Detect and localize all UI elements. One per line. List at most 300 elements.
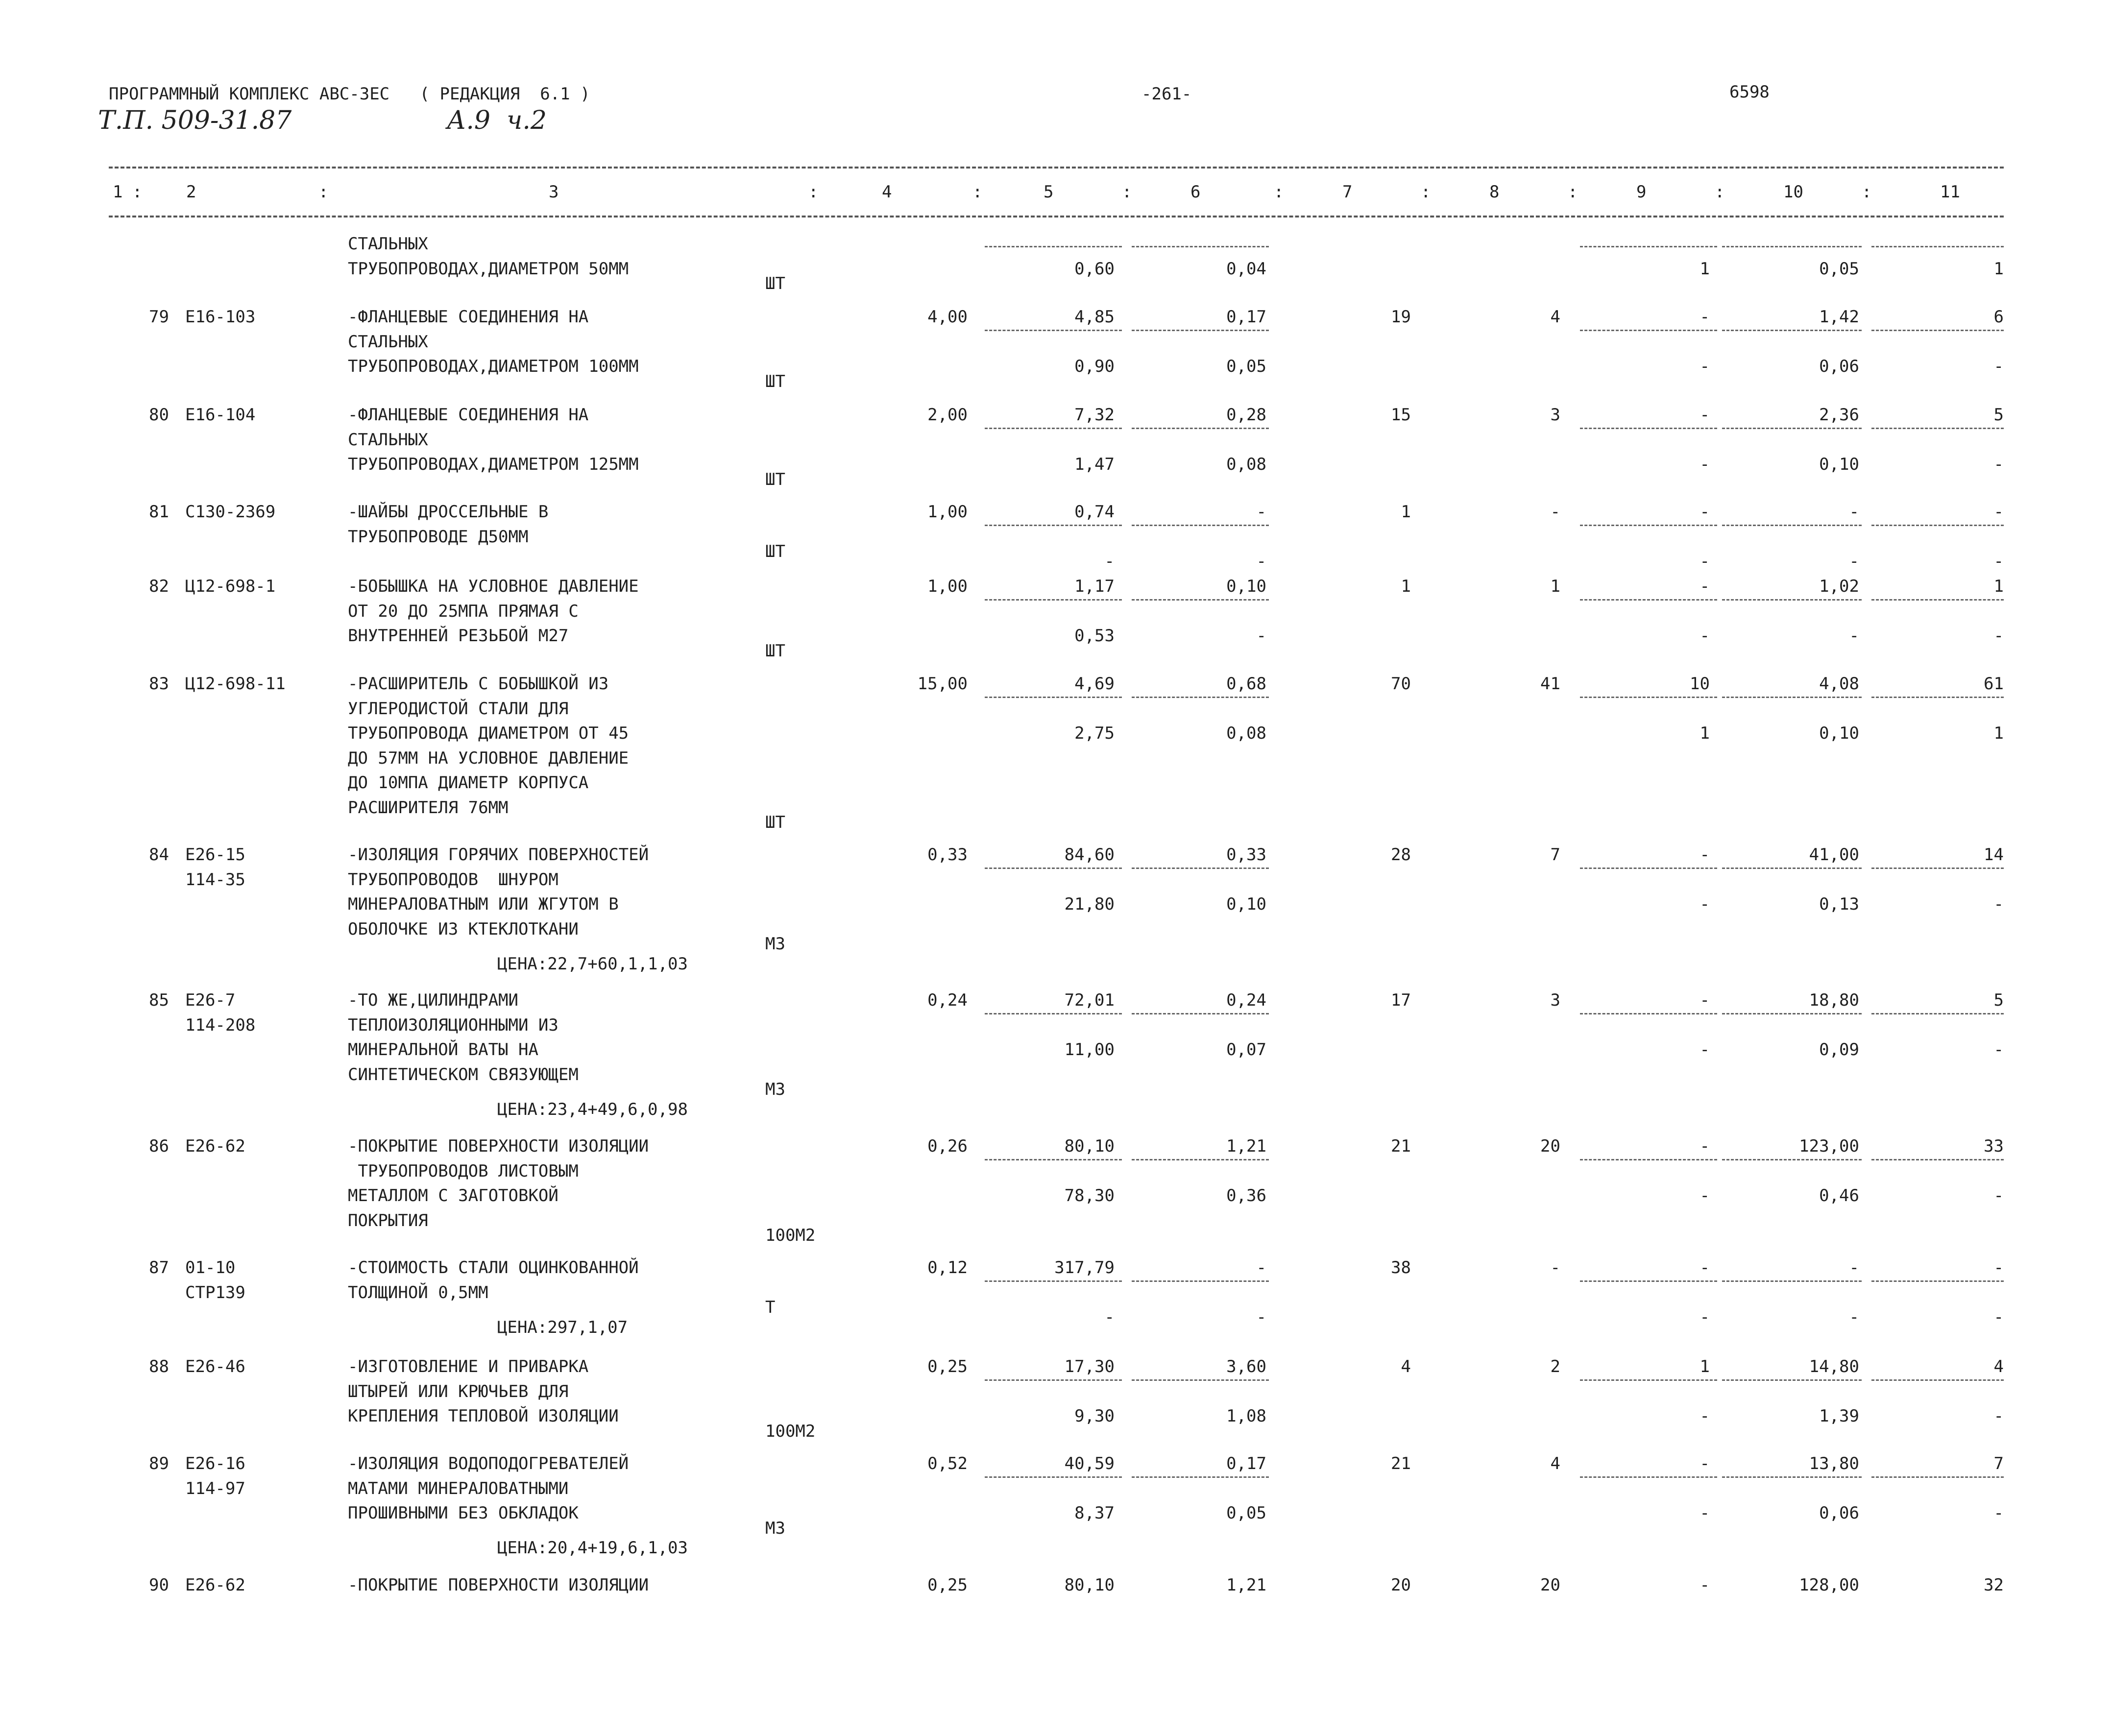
cell-c11: 1: [1993, 577, 2004, 596]
column-separator: :: [1862, 182, 1872, 202]
cell-divider-rule: [1132, 428, 1269, 429]
row-description: -ИЗОЛЯЦИЯ ВОДОПОДОГРЕВАТЕЛЕЙ: [348, 1454, 629, 1473]
row-number: 82: [149, 577, 169, 596]
row-code: Е26-7: [185, 990, 236, 1010]
row-description: СТАЛЬНЫХ: [348, 332, 428, 352]
cell-c9: -: [1699, 577, 1710, 596]
cell-c10-lower: 0,46: [1819, 1186, 1859, 1206]
cell-c5-lower: 78,30: [1064, 1186, 1115, 1206]
cell-c5-lower: 9,30: [1074, 1406, 1115, 1426]
cell-c6: 0,68: [1226, 674, 1266, 694]
cell-c10: 41,00: [1809, 845, 1859, 865]
column-header-11: 11: [1940, 182, 1960, 202]
row-description: ДО 57ММ НА УСЛОВНОЕ ДАВЛЕНИЕ: [348, 748, 629, 768]
row-code: С130-2369: [185, 502, 276, 522]
cell-c9-lower: -: [1699, 1307, 1710, 1327]
row-description: ТРУБОПРОВОДА ДИАМЕТРОМ ОТ 45: [348, 723, 629, 743]
cell-divider-rule: [1722, 1013, 1862, 1014]
cell-c5-lower: 21,80: [1064, 894, 1115, 914]
cell-c10: 128,00: [1799, 1575, 1859, 1595]
cell-c4: 0,26: [927, 1136, 968, 1156]
cell-c11-lower: -: [1993, 894, 2004, 914]
cell-c10: -: [1849, 502, 1859, 522]
cell-divider-rule: [985, 1159, 1122, 1160]
row-description: МИНЕРАЛОВАТНЫМ ИЛИ ЖГУТОМ В: [348, 894, 619, 914]
cell-c8: 4: [1550, 1454, 1560, 1473]
row-description: УГЛЕРОДИСТОЙ СТАЛИ ДЛЯ: [348, 699, 569, 719]
cell-c5: 80,10: [1064, 1136, 1115, 1156]
row-description: ВНУТРЕННЕЙ РЕЗЬБОЙ М27: [348, 626, 569, 646]
row-number: 89: [149, 1454, 169, 1473]
cell-c11: 5: [1993, 990, 2004, 1010]
cell-c4: 0,12: [927, 1258, 968, 1278]
row-number: 86: [149, 1136, 169, 1156]
column-header-10: 10: [1783, 182, 1803, 202]
row-unit: М3: [765, 1518, 785, 1538]
cell-c9: 10: [1690, 674, 1710, 694]
column-header-3: 3: [549, 182, 559, 202]
row-code: Е26-15: [185, 845, 245, 865]
cell-divider-rule: [1871, 330, 2004, 331]
column-header-7: 7: [1342, 182, 1353, 202]
row-description: ПОКРЫТИЯ: [348, 1210, 428, 1230]
cell-divider-rule: [1871, 599, 2004, 601]
row-number: 79: [149, 307, 169, 327]
cell-c10-lower: 1,39: [1819, 1406, 1859, 1426]
cell-c8: -: [1550, 1258, 1560, 1278]
cell-c5-lower: 0,60: [1074, 259, 1115, 279]
cell-c6: 0,24: [1226, 990, 1266, 1010]
cell-c9: -: [1699, 502, 1710, 522]
row-price-note: ЦЕНА:22,7+60,1,1,03: [497, 954, 688, 974]
cell-divider-rule: [985, 1280, 1122, 1282]
cell-c8: 41: [1540, 674, 1560, 694]
row-description: СТАЛЬНЫХ: [348, 234, 428, 254]
cell-divider-rule: [1580, 697, 1717, 698]
cell-c9: -: [1699, 1258, 1710, 1278]
cell-divider-rule: [1580, 330, 1717, 331]
cell-divider-rule: [1722, 1476, 1862, 1478]
cell-c10-lower: 0,06: [1819, 357, 1859, 376]
row-unit: 100М2: [765, 1226, 816, 1245]
cell-divider-rule: [985, 1013, 1122, 1014]
cell-c11: 7: [1993, 1454, 2004, 1473]
column-separator: :: [972, 182, 983, 202]
cell-c10: -: [1849, 1258, 1859, 1278]
row-code: 01-10: [185, 1258, 236, 1278]
cell-c6: 0,33: [1226, 845, 1266, 865]
cell-c10: 18,80: [1809, 990, 1859, 1010]
cell-divider-rule: [1871, 246, 2004, 247]
cell-c5: 72,01: [1064, 990, 1115, 1010]
cell-c11: 14: [1984, 845, 2004, 865]
cell-c4: 1,00: [927, 577, 968, 596]
page-number: -261-: [1141, 84, 1192, 104]
cell-c11: 61: [1984, 674, 2004, 694]
cell-c8: 20: [1540, 1575, 1560, 1595]
row-code: 114-208: [185, 1015, 256, 1035]
cell-c11: 32: [1984, 1575, 2004, 1595]
cell-c5: 84,60: [1064, 845, 1115, 865]
cell-divider-rule: [1871, 1476, 2004, 1478]
cell-c6-lower: 0,08: [1226, 723, 1266, 743]
cell-divider-rule: [1580, 1280, 1717, 1282]
cell-c6-lower: 0,36: [1226, 1186, 1266, 1206]
row-description: СИНТЕТИЧЕСКОМ СВЯЗУЮЩЕМ: [348, 1064, 579, 1085]
cell-c9-lower: -: [1699, 1406, 1710, 1426]
cell-divider-rule: [1722, 330, 1862, 331]
cell-divider-rule: [1871, 1013, 2004, 1014]
cell-c8: 2: [1550, 1357, 1560, 1376]
cell-c5-lower: 0,53: [1074, 626, 1115, 646]
cell-c7: 15: [1391, 405, 1411, 425]
cell-c6-lower: 1,08: [1226, 1406, 1266, 1426]
cell-c11: 5: [1993, 405, 2004, 425]
row-description: СТАЛЬНЫХ: [348, 430, 428, 450]
cell-c6-lower: -: [1256, 552, 1266, 571]
cell-divider-rule: [1580, 1013, 1717, 1014]
cell-divider-rule: [1580, 525, 1717, 526]
cell-divider-rule: [985, 330, 1122, 331]
cell-c9-lower: -: [1699, 1040, 1710, 1060]
cell-c10-lower: 0,05: [1819, 259, 1859, 279]
cell-c4: 4,00: [927, 307, 968, 327]
cell-divider-rule: [1871, 1379, 2004, 1381]
cell-c9: -: [1699, 405, 1710, 425]
cell-divider-rule: [1132, 1379, 1269, 1381]
cell-divider-rule: [1722, 1379, 1862, 1381]
cell-c11: 6: [1993, 307, 2004, 327]
cell-c6-lower: 0,07: [1226, 1040, 1266, 1060]
cell-divider-rule: [985, 1379, 1122, 1381]
row-code: Е26-62: [185, 1136, 245, 1156]
cell-divider-rule: [1722, 1280, 1862, 1282]
cell-divider-rule: [985, 246, 1122, 247]
row-unit: ШТ: [765, 813, 785, 832]
column-header-9: 9: [1636, 182, 1647, 202]
cell-c9: -: [1699, 307, 1710, 327]
cell-divider-rule: [1132, 868, 1269, 869]
cell-divider-rule: [985, 868, 1122, 869]
row-description: -ФЛАНЦЕВЫЕ СОЕДИНЕНИЯ НА: [348, 307, 589, 327]
row-description: ОТ 20 ДО 25МПА ПРЯМАЯ С: [348, 601, 579, 621]
row-description: ПРОШИВНЫМИ БЕЗ ОБКЛАДОК: [348, 1503, 579, 1523]
cell-c8: 3: [1550, 405, 1560, 425]
cell-divider-rule: [1871, 428, 2004, 429]
cell-c7: 20: [1391, 1575, 1411, 1595]
cell-c9-lower: -: [1699, 552, 1710, 571]
row-description: МИНЕРАЛЬНОЙ ВАТЫ НА: [348, 1040, 538, 1060]
row-description: ТОЛЩИНОЙ 0,5ММ: [348, 1282, 488, 1302]
cell-c9: -: [1699, 845, 1710, 865]
cell-c5: 7,32: [1074, 405, 1115, 425]
cell-c5-lower: -: [1104, 1307, 1115, 1327]
cell-c9-lower: -: [1699, 1186, 1710, 1206]
column-header-2: 2: [186, 182, 196, 202]
cell-c7: 21: [1391, 1454, 1411, 1473]
row-description: -СТОИМОСТЬ СТАЛИ ОЦИНКОВАННОЙ: [348, 1258, 639, 1278]
cell-c11-lower: -: [1993, 552, 2004, 571]
cell-c4: 0,24: [927, 990, 968, 1010]
cell-c10: 1,42: [1819, 307, 1859, 327]
cell-divider-rule: [1871, 868, 2004, 869]
cell-c5: 17,30: [1064, 1357, 1115, 1376]
cell-c10-lower: 0,10: [1819, 723, 1859, 743]
cell-divider-rule: [1580, 246, 1717, 247]
cell-c5: 40,59: [1064, 1454, 1115, 1473]
column-separator: :: [1568, 182, 1578, 202]
cell-divider-rule: [1580, 599, 1717, 601]
column-header-5: 5: [1044, 182, 1054, 202]
column-separator: :: [1122, 182, 1132, 202]
row-code: Е26-16: [185, 1454, 245, 1473]
cell-c9-lower: -: [1699, 357, 1710, 376]
cell-divider-rule: [1580, 1379, 1717, 1381]
cell-divider-rule: [985, 1476, 1122, 1478]
row-description: ТРУБОПРОВОДАХ,ДИАМЕТРОМ 125ММ: [348, 455, 639, 474]
row-number: 83: [149, 674, 169, 694]
cell-c11-lower: -: [1993, 1040, 2004, 1060]
column-separator: :: [132, 182, 143, 202]
cell-divider-rule: [1722, 525, 1862, 526]
column-separator: :: [808, 182, 819, 202]
cell-c6-lower: 0,05: [1226, 357, 1266, 376]
cell-c7: 21: [1391, 1136, 1411, 1156]
cell-c10: 13,80: [1809, 1454, 1859, 1473]
cell-c9-lower: -: [1699, 455, 1710, 474]
cell-c6: 0,17: [1226, 307, 1266, 327]
cell-c8: 7: [1550, 845, 1560, 865]
cell-c6: 0,28: [1226, 405, 1266, 425]
cell-c11-lower: -: [1993, 357, 2004, 376]
row-code: Е16-103: [185, 307, 256, 327]
cell-divider-rule: [1132, 697, 1269, 698]
cell-c11-lower: -: [1993, 1503, 2004, 1523]
cell-c9-lower: -: [1699, 894, 1710, 914]
cell-c7: 1: [1401, 502, 1411, 522]
handwritten-volume: А.9 ч.2: [447, 106, 547, 135]
row-description: -ТО ЖЕ,ЦИЛИНДРАМИ: [348, 990, 518, 1010]
row-unit: ШТ: [765, 641, 785, 661]
cell-divider-rule: [985, 428, 1122, 429]
cell-c9: -: [1699, 1136, 1710, 1156]
cell-divider-rule: [1132, 599, 1269, 601]
row-number: 81: [149, 502, 169, 522]
row-description: ОБОЛОЧКЕ ИЗ КТЕКЛОТКАНИ: [348, 919, 579, 939]
row-description: -ПОКРЫТИЕ ПОВЕРХНОСТИ ИЗОЛЯЦИИ: [348, 1136, 649, 1156]
row-code: Е16-104: [185, 405, 256, 425]
row-price-note: ЦЕНА:297,1,07: [497, 1317, 628, 1337]
cell-divider-rule: [1722, 246, 1862, 247]
row-description: РАСШИРИТЕЛЯ 76ММ: [348, 797, 509, 818]
cell-c4: 15,00: [917, 674, 968, 694]
cell-c6-lower: 0,05: [1226, 1503, 1266, 1523]
cell-c10-lower: 0,13: [1819, 894, 1859, 914]
cell-c6-lower: 0,08: [1226, 455, 1266, 474]
cell-c5-lower: 11,00: [1064, 1040, 1115, 1060]
cell-c6: 1,21: [1226, 1575, 1266, 1595]
column-separator: :: [1715, 182, 1725, 202]
cell-divider-rule: [1580, 868, 1717, 869]
cell-c6: 0,10: [1226, 577, 1266, 596]
cell-c10-lower: -: [1849, 552, 1859, 571]
cell-divider-rule: [1722, 599, 1862, 601]
row-code: Ц12-698-11: [185, 674, 286, 694]
cell-divider-rule: [1722, 868, 1862, 869]
cell-c7: 1: [1401, 577, 1411, 596]
cell-c7: 19: [1391, 307, 1411, 327]
cell-c10-lower: 0,10: [1819, 455, 1859, 474]
row-code: 114-97: [185, 1478, 245, 1498]
cell-c6-lower: 0,10: [1226, 894, 1266, 914]
cell-c4: 2,00: [927, 405, 968, 425]
cell-c9-lower: 1: [1699, 259, 1710, 279]
cell-c8: 3: [1550, 990, 1560, 1010]
cell-c4: 0,25: [927, 1575, 968, 1595]
row-code: Е26-62: [185, 1575, 245, 1595]
cell-c9-lower: -: [1699, 626, 1710, 646]
cell-c10-lower: 0,06: [1819, 1503, 1859, 1523]
cell-divider-rule: [1580, 1159, 1717, 1160]
cell-divider-rule: [1580, 428, 1717, 429]
row-number: 87: [149, 1258, 169, 1278]
cell-c4: 0,33: [927, 845, 968, 865]
cell-c4: 1,00: [927, 502, 968, 522]
cell-divider-rule: [1722, 697, 1862, 698]
cell-c11-lower: -: [1993, 626, 2004, 646]
row-number: 84: [149, 845, 169, 865]
cell-c11-lower: 1: [1993, 259, 2004, 279]
cell-c11-lower: -: [1993, 1307, 2004, 1327]
cell-divider-rule: [1132, 1280, 1269, 1282]
column-header-4: 4: [882, 182, 892, 202]
cell-c10: 2,36: [1819, 405, 1859, 425]
row-description: -ФЛАНЦЕВЫЕ СОЕДИНЕНИЯ НА: [348, 405, 589, 425]
column-header-8: 8: [1489, 182, 1500, 202]
row-unit: 100М2: [765, 1421, 816, 1441]
row-description: -РАСШИРИТЕЛЬ С БОБЫШКОЙ ИЗ: [348, 674, 609, 694]
cell-c5-lower: 1,47: [1074, 455, 1115, 474]
row-unit: М3: [765, 1080, 785, 1099]
cell-c4: 0,25: [927, 1357, 968, 1376]
cell-divider-rule: [1132, 1159, 1269, 1160]
cell-divider-rule: [985, 599, 1122, 601]
cell-c9: -: [1699, 1454, 1710, 1473]
row-unit: ШТ: [765, 542, 785, 561]
document-number: 6598: [1729, 82, 1770, 102]
cell-c10: 123,00: [1799, 1136, 1859, 1156]
cell-divider-rule: [1132, 1476, 1269, 1478]
cell-divider-rule: [1871, 1159, 2004, 1160]
column-separator: :: [1274, 182, 1284, 202]
row-description: -ИЗОЛЯЦИЯ ГОРЯЧИХ ПОВЕРХНОСТЕЙ: [348, 845, 649, 865]
cell-divider-rule: [1871, 1280, 2004, 1282]
cell-c7: 4: [1401, 1357, 1411, 1376]
cell-divider-rule: [985, 525, 1122, 526]
cell-c7: 38: [1391, 1258, 1411, 1278]
cell-c9-lower: -: [1699, 1503, 1710, 1523]
cell-c5: 4,69: [1074, 674, 1115, 694]
row-description: КРЕПЛЕНИЯ ТЕПЛОВОЙ ИЗОЛЯЦИИ: [348, 1406, 619, 1426]
cell-c11: 33: [1984, 1136, 2004, 1156]
row-description: -ПОКРЫТИЕ ПОВЕРХНОСТИ ИЗОЛЯЦИИ: [348, 1575, 649, 1595]
row-code: Е26-46: [185, 1357, 245, 1376]
cell-divider-rule: [1132, 246, 1269, 247]
cell-divider-rule: [985, 697, 1122, 698]
program-title: ПРОГРАММНЫЙ КОМПЛЕКС АВС-3ЕС ( РЕДАКЦИЯ 6.1 ): [109, 84, 590, 104]
cell-c5: 1,17: [1074, 577, 1115, 596]
row-price-note: ЦЕНА:23,4+49,6,0,98: [497, 1099, 688, 1119]
cell-c7: 28: [1391, 845, 1411, 865]
cell-c8: -: [1550, 502, 1560, 522]
cell-c9: -: [1699, 1575, 1710, 1595]
row-description: ТЕПЛОИЗОЛЯЦИОННЫМИ ИЗ: [348, 1015, 558, 1035]
header-rule-bottom: [109, 216, 2004, 217]
column-header-6: 6: [1190, 182, 1201, 202]
cell-c10-lower: 0,09: [1819, 1040, 1859, 1060]
cell-c6: 3,60: [1226, 1357, 1266, 1376]
column-separator: :: [1421, 182, 1431, 202]
cell-divider-rule: [1871, 697, 2004, 698]
cell-c11-lower: 1: [1993, 723, 2004, 743]
cell-c7: 70: [1391, 674, 1411, 694]
cell-c9-lower: 1: [1699, 723, 1710, 743]
cell-c6-lower: 0,04: [1226, 259, 1266, 279]
row-code: 114-35: [185, 869, 245, 890]
cell-c11-lower: -: [1993, 1186, 2004, 1206]
cell-c4: 0,52: [927, 1454, 968, 1473]
cell-c5-lower: -: [1104, 552, 1115, 571]
row-description: ТРУБОПРОВОДОВ ШНУРОМ: [348, 869, 558, 890]
cell-c5: 317,79: [1054, 1258, 1115, 1278]
cell-c11: 4: [1993, 1357, 2004, 1376]
row-description: -БОБЫШКА НА УСЛОВНОЕ ДАВЛЕНИЕ: [348, 577, 639, 596]
row-unit: ШТ: [765, 371, 785, 391]
cell-c11-lower: -: [1993, 455, 2004, 474]
row-description: МЕТАЛЛОМ С ЗАГОТОВКОЙ: [348, 1186, 558, 1206]
row-number: 90: [149, 1575, 169, 1595]
cell-c10: 14,80: [1809, 1357, 1859, 1376]
cell-c10-lower: -: [1849, 626, 1859, 646]
row-unit: ШТ: [765, 469, 785, 489]
cell-divider-rule: [1722, 428, 1862, 429]
cell-c11-lower: -: [1993, 1406, 2004, 1426]
cell-c6-lower: -: [1256, 1307, 1266, 1327]
cell-c8: 4: [1550, 307, 1560, 327]
row-unit: ШТ: [765, 274, 785, 293]
cell-c8: 1: [1550, 577, 1560, 596]
cell-c9: 1: [1699, 1357, 1710, 1376]
cell-c5-lower: 8,37: [1074, 1503, 1115, 1523]
row-description: ТРУБОПРОВОДАХ,ДИАМЕТРОМ 50ММ: [348, 259, 629, 279]
row-code: СТР139: [185, 1282, 245, 1302]
cell-c6: 0,17: [1226, 1454, 1266, 1473]
row-description: ТРУБОПРОВОДОВ ЛИСТОВЫМ: [348, 1161, 579, 1181]
cell-c6: -: [1256, 502, 1266, 522]
cell-c6-lower: -: [1256, 626, 1266, 646]
cell-divider-rule: [1132, 1013, 1269, 1014]
row-unit: М3: [765, 934, 785, 954]
row-number: 80: [149, 405, 169, 425]
cell-divider-rule: [1132, 525, 1269, 526]
column-separator: :: [318, 182, 329, 202]
cell-c9: -: [1699, 990, 1710, 1010]
cell-c6: -: [1256, 1258, 1266, 1278]
row-number: 88: [149, 1357, 169, 1376]
cell-c5: 80,10: [1064, 1575, 1115, 1595]
cell-c5: 4,85: [1074, 307, 1115, 327]
handwritten-reference: Т.П. 509-31.87: [98, 106, 292, 135]
